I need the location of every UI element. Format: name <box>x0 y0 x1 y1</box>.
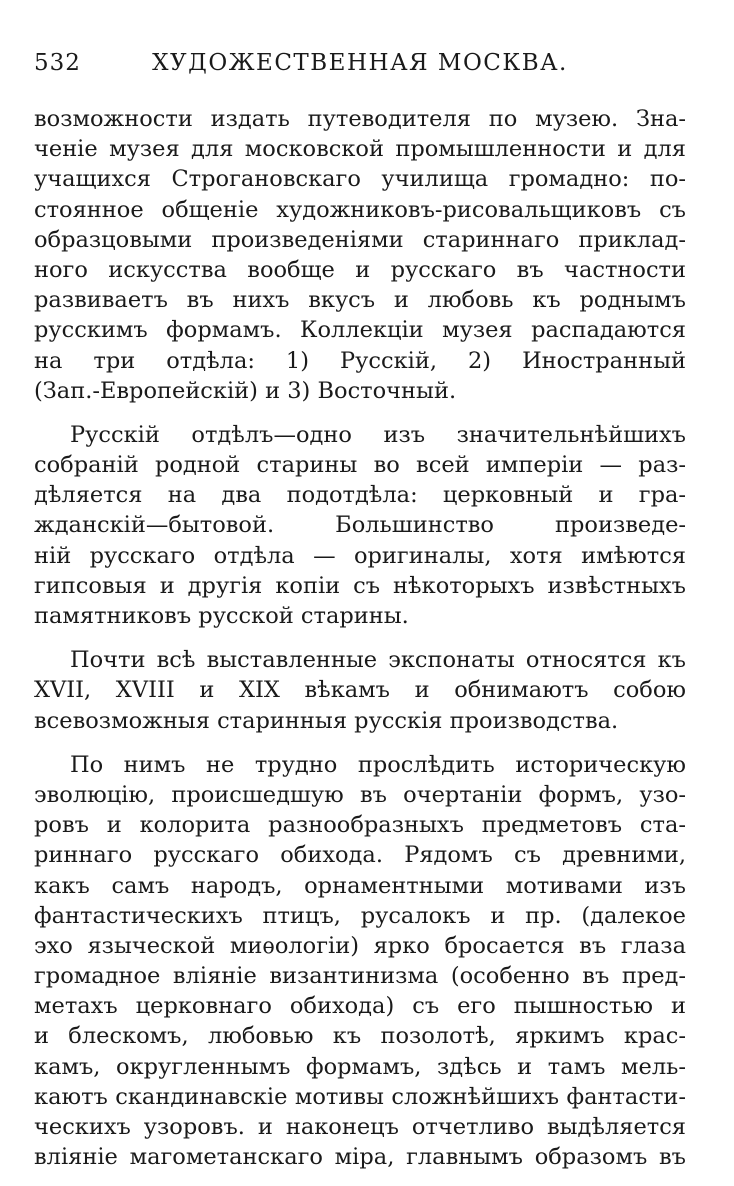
text-line: и блескомъ, любовью къ позолотѣ, яркимъ крас- <box>34 1023 686 1050</box>
book-page <box>34 46 686 1186</box>
text-line: жданскій—бытовой. Большинство произведе- <box>34 512 686 539</box>
text-line: По нимъ не трудно прослѣдить историческую <box>70 751 686 778</box>
text-line: ного искусства вообще и русскаго въ частности <box>34 256 686 283</box>
text-line: какъ самъ народъ, орнаментными мотивами изъ <box>34 872 686 899</box>
text-line: громадное вліяніе византинизма (особенно въ пред- <box>34 963 686 990</box>
text-line: ній русскаго отдѣла — оригиналы, хотя имѣются <box>34 542 686 569</box>
text-line: фантастическихъ птицъ, русалокъ и пр. (далекое <box>34 902 686 929</box>
text-line: Почти всѣ выставленные экспонаты относятся къ <box>70 647 686 674</box>
text-line: собраній родной старины во всей имперіи — раз- <box>34 452 686 479</box>
text-line: гипсовыя и другія копіи съ нѣкоторыхъ извѣстныхъ <box>34 572 686 599</box>
text-line: русскимъ формамъ. Коллекціи музея распадаются <box>34 317 686 344</box>
text-line: на три отдѣла: 1) Русскій, 2) Иностранный <box>34 347 686 374</box>
text-line: стоянное общеніе художниковъ-рисовальщиковъ съ <box>34 196 686 223</box>
text-line: метахъ церковнаго обихода) съ его пышностью и <box>34 993 686 1020</box>
text-line: всевозможныя старинныя русскія производства. <box>34 707 619 734</box>
text-line: эволюцію, происшедшую въ очертаніи формъ, узо- <box>34 781 686 808</box>
text-line: (Зап.-Европейскій) и 3) Восточный. <box>34 377 457 404</box>
text-line: XVII, XVIII и XIX вѣкамъ и обнимаютъ собою <box>34 677 686 704</box>
paragraph-2 <box>34 420 686 631</box>
text-line: учащихся Строгановскаго училища громадно: по- <box>34 166 686 193</box>
text-line: Русскій отдѣлъ—одно изъ значительнѣйшихъ <box>70 421 686 448</box>
text-line: развиваетъ въ нихъ вкусъ и любовь къ роднымъ <box>34 287 686 314</box>
text-line: дѣляется на два подотдѣла: церковный и гра- <box>34 482 686 509</box>
paragraph-4 <box>34 750 686 1173</box>
paragraph-3 <box>34 645 686 736</box>
text-line: риннаго русскаго обихода. Рядомъ съ древними, <box>34 842 686 869</box>
text-line: ческихъ узоровъ. и наконецъ отчетливо выдѣляется <box>34 1114 686 1140</box>
text-line: ровъ и колорита разнообразныхъ предметовъ ста- <box>34 812 686 839</box>
page-number: 532 <box>34 50 81 76</box>
text-line: вліяніе магометанскаго міра, главнымъ образомъ въ <box>34 1144 686 1171</box>
paragraph-1 <box>34 104 686 406</box>
text-line: образцовыми произведеніями стариннаго приклад- <box>34 226 686 253</box>
running-head <box>34 46 686 86</box>
text-line: камъ, округленнымъ формамъ, здѣсь и тамъ мель- <box>34 1053 686 1080</box>
text-line: каютъ скандинавскіе мотивы сложнѣйшихъ фантасти- <box>34 1083 686 1110</box>
running-title: ХУДОЖЕСТВЕННАЯ МОСКВА. <box>152 50 568 76</box>
text-line: возможности издать путеводителя по музею. Зна- <box>34 106 686 132</box>
text-line: памятниковъ русской старины. <box>34 603 409 629</box>
text-line: эхо языческой миѳологіи) ярко бросается въ глаза <box>34 932 686 959</box>
text-line: ченіе музея для московской промышленности и для <box>34 136 686 163</box>
